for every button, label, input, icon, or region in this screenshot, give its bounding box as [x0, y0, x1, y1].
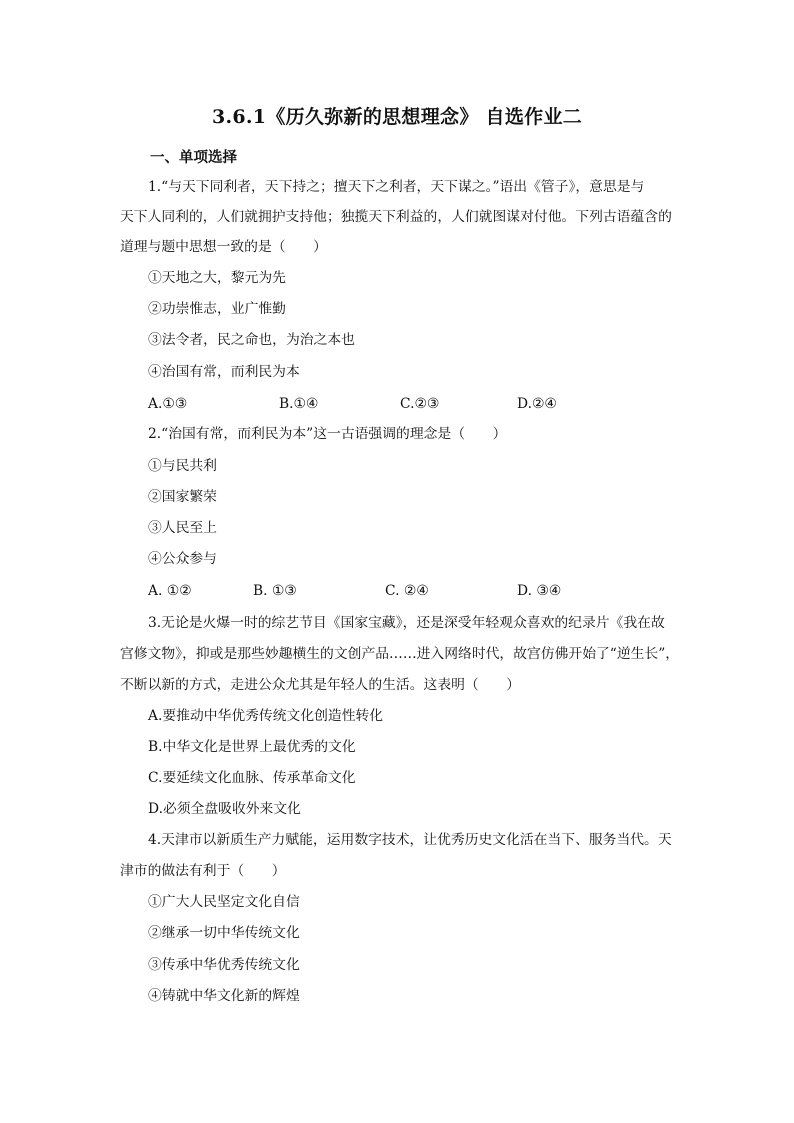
question-1-line-2: 天下人同利的，人们就拥护支持他；独揽天下利益的，人们就图谋对付他。下列古语蕴含的	[120, 209, 672, 225]
question-2-item: ④公众参与	[148, 551, 217, 567]
question-2-line-1: 2.“治国有常，而利民为本”这一古语强调的理念是（ ）	[148, 426, 507, 442]
question-2-option-d[interactable]: D. ③④	[517, 583, 562, 599]
question-3-option-b[interactable]: B.中华文化是世界上最优秀的文化	[148, 739, 356, 755]
question-1-item: ④治国有常，而利民为本	[148, 364, 300, 380]
question-1-item: ③法令者，民之命也，为治之本也	[148, 332, 355, 348]
question-4-line-1: 4.天津市以新质生产力赋能，运用数字技术，让优秀历史文化活在当下、服务当代。天	[148, 832, 672, 848]
question-1-line-1: 1.“与天下同利者，天下持之；擅天下之利者，天下谋之。”语出《管子》，意思是与	[148, 179, 645, 195]
question-1-option-b[interactable]: B.①④	[279, 396, 319, 412]
question-3-line-1: 3.无论是火爆一时的综艺节目《国家宝藏》，还是深受年轻观众喜欢的纪录片《我在故	[148, 615, 665, 631]
question-2-option-a[interactable]: A. ①②	[148, 583, 192, 599]
question-3-line-2: 宫修文物》，抑或是那些妙趣横生的文创产品……进入网络时代，故宫仿佛开始了“逆生长”，	[120, 646, 680, 662]
question-2-item: ③人民至上	[148, 520, 217, 536]
question-2-option-c[interactable]: C. ②④	[385, 583, 429, 599]
question-1-option-c[interactable]: C.②③	[400, 396, 440, 412]
question-3-line-3: 不断以新的方式，走进公众尤其是年轻人的生活。这表明（ ）	[120, 677, 521, 693]
question-3-option-a[interactable]: A.要推动中华优秀传统文化创造性转化	[148, 708, 384, 724]
document-title: 3.6.1《历久弥新的思想理念》 自选作业二	[211, 106, 583, 128]
question-3-option-d[interactable]: D.必须全盘吸收外来文化	[148, 801, 301, 817]
question-4-item: ③传承中华优秀传统文化	[148, 957, 300, 973]
question-4-line-2: 津市的做法有利于（ ）	[120, 863, 286, 879]
question-1-item: ①天地之大，黎元为先	[148, 270, 286, 286]
question-1-option-d[interactable]: D.②④	[517, 396, 557, 412]
question-4-item: ②继承一切中华传统文化	[148, 925, 300, 941]
question-1-line-3: 道理与题中思想一致的是（ ）	[120, 239, 327, 255]
section-heading: 一、单项选择	[150, 149, 237, 166]
question-1-option-a[interactable]: A.①③	[148, 396, 188, 412]
question-4-item: ④铸就中华文化新的辉煌	[148, 988, 300, 1004]
question-3-option-c[interactable]: C.要延续文化血脉、传承革命文化	[148, 770, 356, 786]
question-2-item: ①与民共利	[148, 458, 217, 474]
question-2-item: ②国家繁荣	[148, 489, 217, 505]
question-4-item: ①广大人民坚定文化自信	[148, 894, 300, 910]
question-1-item: ②功崇惟志，业广惟勤	[148, 301, 286, 317]
question-2-option-b[interactable]: B. ①③	[253, 583, 297, 599]
